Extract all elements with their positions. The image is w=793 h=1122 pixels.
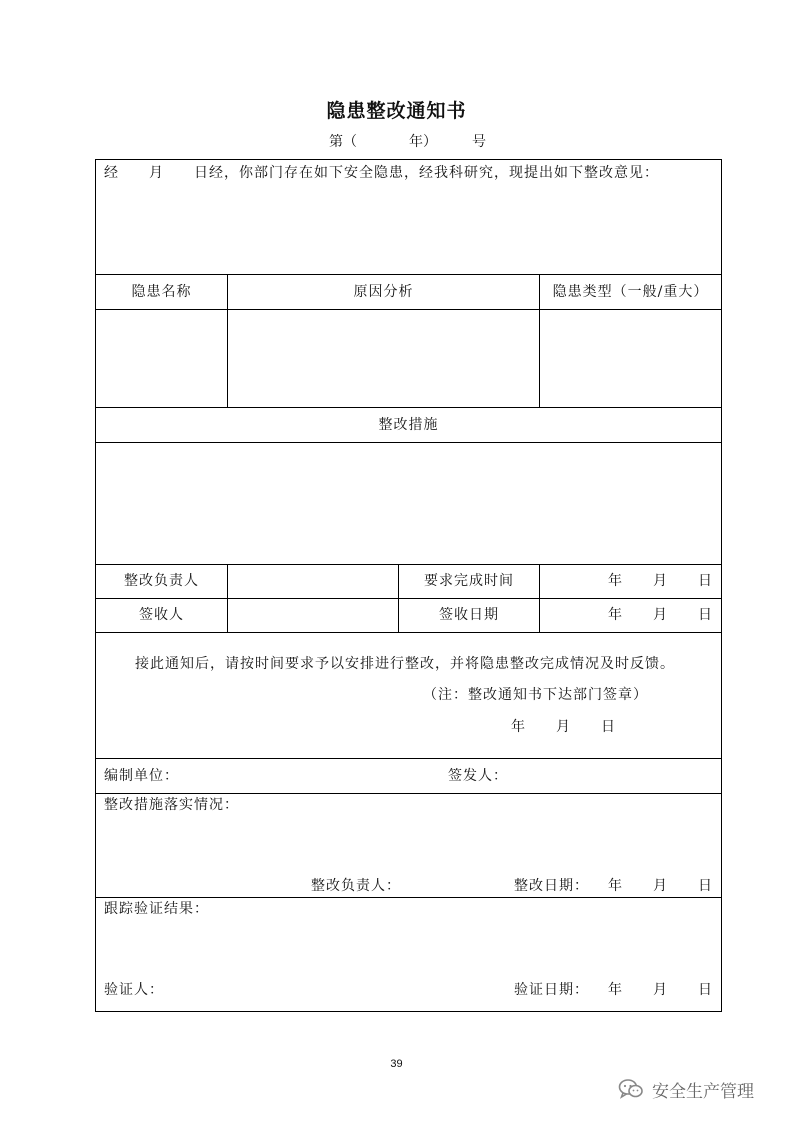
page-number: 39 [390,1058,403,1070]
measures-header: 整改措施 [378,417,439,433]
document-title: 隐患整改通知书 [326,100,467,122]
tracking-label: 跟踪验证结果： [104,901,209,917]
hazard-name-field[interactable] [97,310,226,406]
receive-date-label: 签收日期 [439,607,499,623]
responsible-label: 整改负责人 [124,573,199,589]
notice-text: 接此通知后，请按时间要求予以安排进行整改，并将隐患整改完成情况及时反馈。 [135,656,675,672]
row-divider [96,564,721,565]
row-divider [96,598,721,599]
notice-note: （注：整改通知书下达部门签章） [423,687,648,703]
verification-date[interactable]: 年 月 日 [608,982,713,998]
row-divider [96,758,721,759]
number-year: 年） [409,134,437,150]
implementation-label: 整改措施落实情况： [104,797,239,813]
number-suffix: 号 [472,134,486,150]
row-divider [96,897,721,898]
receiver-field[interactable] [228,599,397,631]
verification-date-label: 验证日期： [514,982,589,998]
watermark-text: 安全生产管理 [652,1081,754,1102]
rectification-form [95,159,722,1012]
cause-analysis-field[interactable] [228,310,538,406]
issuer-label: 签发人： [448,768,508,784]
cause-analysis-header: 原因分析 [353,284,414,300]
deadline-label: 要求完成时间 [424,573,514,589]
row-divider [96,274,721,275]
row-divider [96,632,721,633]
receiver-label: 签收人 [139,607,184,623]
row-divider [96,407,721,408]
row-divider [96,793,721,794]
hazard-type-header: 隐患类型（一般/重大） [552,284,709,300]
implementation-date-label: 整改日期： [514,878,589,894]
compiler-label: 编制单位： [104,768,179,784]
number-prefix: 第（ [329,134,357,150]
receive-date[interactable]: 年 月 日 [608,607,713,623]
wechat-icon [618,1078,644,1100]
responsible-field[interactable] [228,565,397,597]
implementation-date[interactable]: 年 月 日 [608,878,713,894]
measures-field[interactable] [97,443,720,563]
watermark [618,1076,754,1102]
notice-date: 年 月 日 [511,719,616,735]
implementation-responsible-label: 整改负责人： [311,878,401,894]
hazard-name-header: 隐患名称 [131,284,192,300]
deadline-date[interactable]: 年 月 日 [608,573,713,589]
intro-text: 经 月 日经，你部门存在如下安全隐患，经我科研究，现提出如下整改意见： [104,165,659,181]
verifier-label: 验证人： [104,982,164,998]
hazard-type-field[interactable] [540,310,720,406]
